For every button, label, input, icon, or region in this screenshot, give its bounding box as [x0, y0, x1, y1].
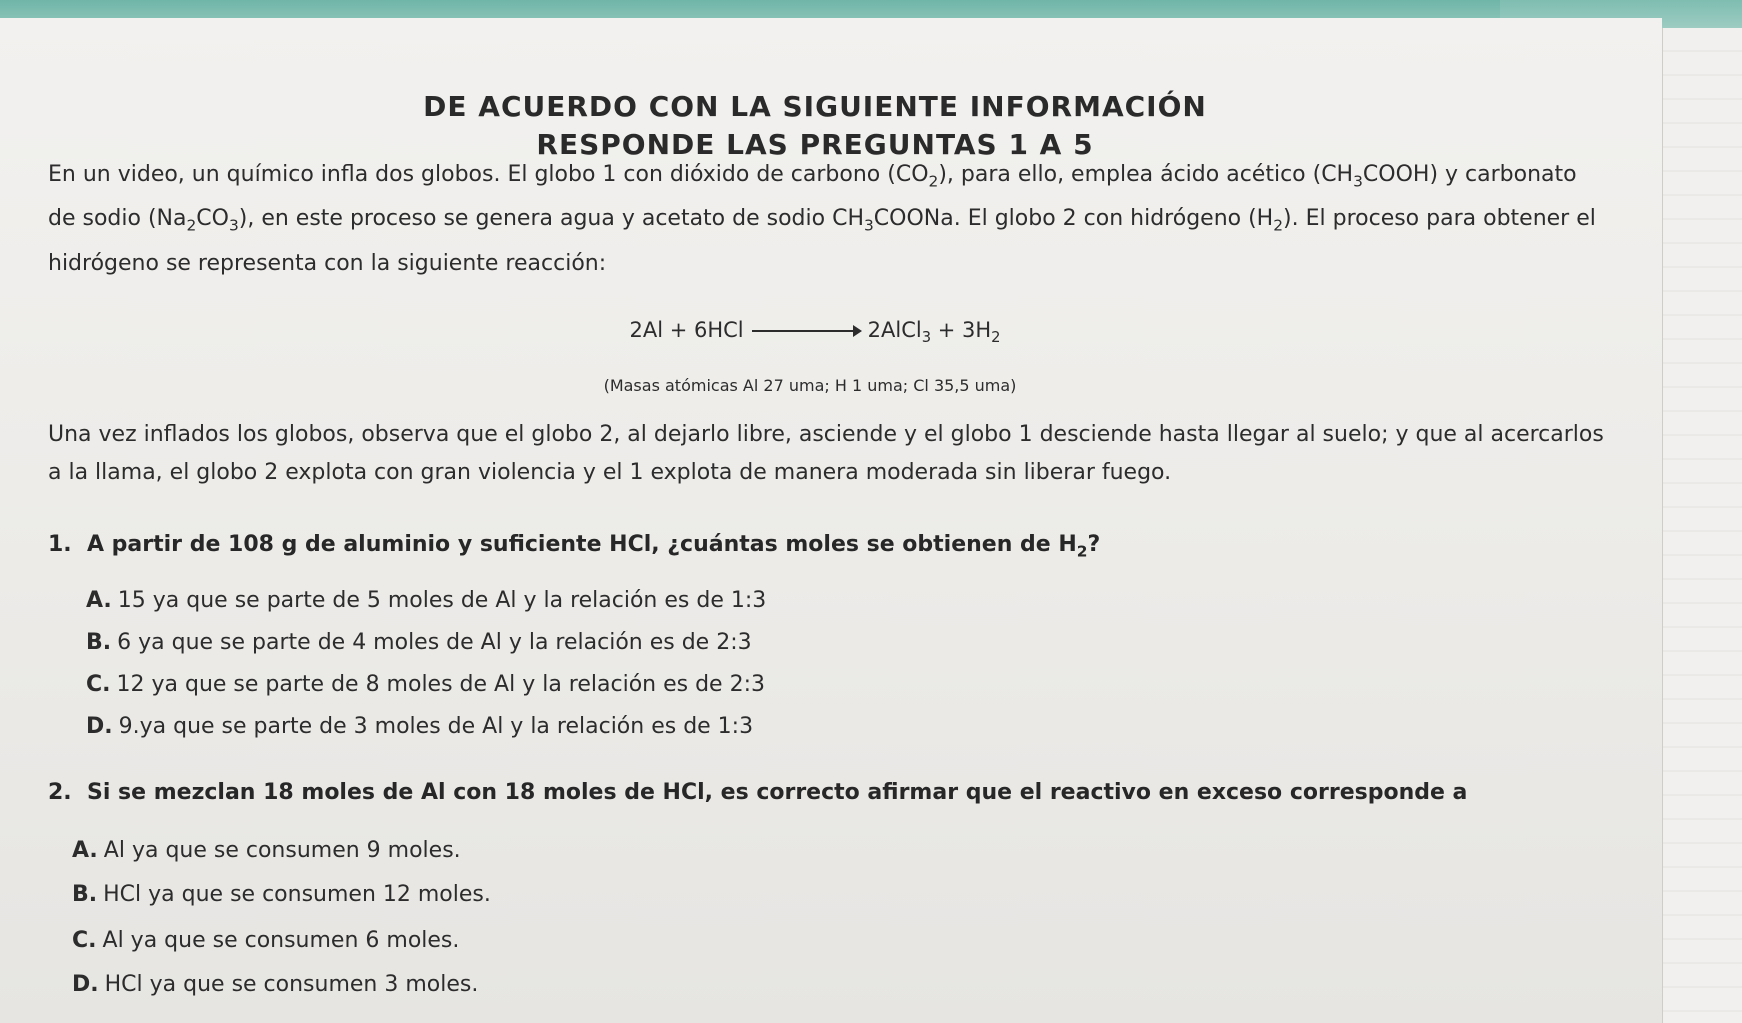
- intro-text-2: ), para ello, emplea ácido acético (CH: [938, 162, 1354, 187]
- observation-paragraph: Una vez inflados los globos, observa que el globo 2, al dejarlo libre, asciende y el globo 1 desciende hasta llegar al suelo; y que al acercarlos a la llama, el globo 2 explota con gran violencia y el 1 explota de manera moderada sin liberar fuego.: [48, 422, 1604, 485]
- intro-text-7: ). El proceso para obtener el hidrógeno se representa con la siguiente reacción:: [48, 206, 1596, 276]
- reaction-arrow-icon: [752, 330, 860, 332]
- intro-text-3: COOH) y carbonato de sodio (Na: [48, 162, 1577, 232]
- intro-text-6: COONa. El globo 2 con hidrógeno (H: [873, 206, 1274, 232]
- intro-sub-4: 3: [228, 216, 239, 235]
- option-text: HCl ya que se consumen 3 moles.: [104, 972, 479, 997]
- option-text: Al ya que se consumen 9 moles.: [103, 838, 461, 863]
- option-letter: B.: [72, 882, 98, 907]
- option-letter: C.: [72, 928, 97, 953]
- option-text: 6 ya que se parte de 4 moles de Al y la relación es de 2:3: [117, 630, 752, 655]
- adjacent-page-edge: [1662, 28, 1742, 1023]
- intro-sub-3: 2: [186, 216, 197, 235]
- question-1-end: ?: [1087, 532, 1101, 557]
- intro-sub-1: 2: [928, 172, 939, 191]
- option-letter: A.: [86, 588, 112, 613]
- question-1: [48, 532, 1648, 560]
- option-text: 15 ya que se parte de 5 moles de Al y la relación es de 1:3: [117, 588, 767, 613]
- equation-product-a-sub: 3: [921, 329, 932, 347]
- question-1-sub: 2: [1076, 542, 1088, 561]
- option-text: HCl ya que se consumen 12 moles.: [103, 882, 491, 907]
- q2-option-d[interactable]: [72, 972, 478, 997]
- q1-option-a[interactable]: [86, 588, 766, 613]
- q2-option-b[interactable]: [72, 882, 491, 907]
- option-text: 9.ya que se parte de 3 moles de Al y la relación es de 1:3: [118, 714, 754, 739]
- atomic-masses-note: (Masas atómicas Al 27 uma; H 1 uma; Cl 35,5 uma): [603, 376, 1017, 395]
- equation-product-b: + 3H: [931, 318, 992, 342]
- equation-reactants: 2Al + 6HCl: [629, 318, 744, 342]
- intro-text-5: ), en este proceso se genera agua y acetato de sodio CH: [238, 206, 864, 232]
- intro-paragraph: [48, 156, 1608, 283]
- question-1-number: 1.: [48, 532, 72, 557]
- q2-option-a[interactable]: [72, 838, 461, 863]
- equation-product-a: 2AlCl: [867, 318, 922, 342]
- option-text: Al ya que se consumen 6 moles.: [102, 928, 460, 953]
- option-letter: B.: [86, 630, 112, 655]
- q1-option-c[interactable]: [86, 672, 765, 697]
- question-1-text: A partir de 108 g de aluminio y suficiente HCl, ¿cuántas moles se obtienen de H: [87, 532, 1077, 557]
- option-letter: D.: [86, 714, 113, 739]
- option-text: 12 ya que se parte de 8 moles de Al y la relación es de 2:3: [116, 672, 765, 697]
- intro-sub-6: 2: [1273, 216, 1284, 235]
- q2-option-c[interactable]: [72, 928, 459, 953]
- intro-sub-2: 3: [1353, 172, 1363, 191]
- q1-option-d[interactable]: [86, 714, 753, 739]
- intro-sub-5: 3: [864, 216, 874, 235]
- section-title-line-2: RESPONDE LAS PREGUNTAS 1 A 5: [536, 128, 1094, 161]
- question-2: [48, 780, 1648, 805]
- chemical-equation: [0, 318, 1630, 346]
- option-letter: D.: [72, 972, 99, 997]
- option-letter: A.: [72, 838, 98, 863]
- section-title-line-1: DE ACUERDO CON LA SIGUIENTE INFORMACIÓN: [423, 90, 1207, 123]
- equation-product-b-sub: 2: [991, 329, 1001, 347]
- question-2-text: Si se mezclan 18 moles de Al con 18 moles de HCl, es correcto afirmar que el reactivo en exceso corresponde a: [87, 780, 1468, 805]
- intro-text-1: En un video, un químico infla dos globos. El globo 1 con dióxido de carbono (CO: [48, 162, 929, 187]
- option-letter: C.: [86, 672, 111, 697]
- intro-text-4: CO: [196, 206, 229, 232]
- question-2-number: 2.: [48, 780, 72, 805]
- q1-option-b[interactable]: [86, 630, 752, 655]
